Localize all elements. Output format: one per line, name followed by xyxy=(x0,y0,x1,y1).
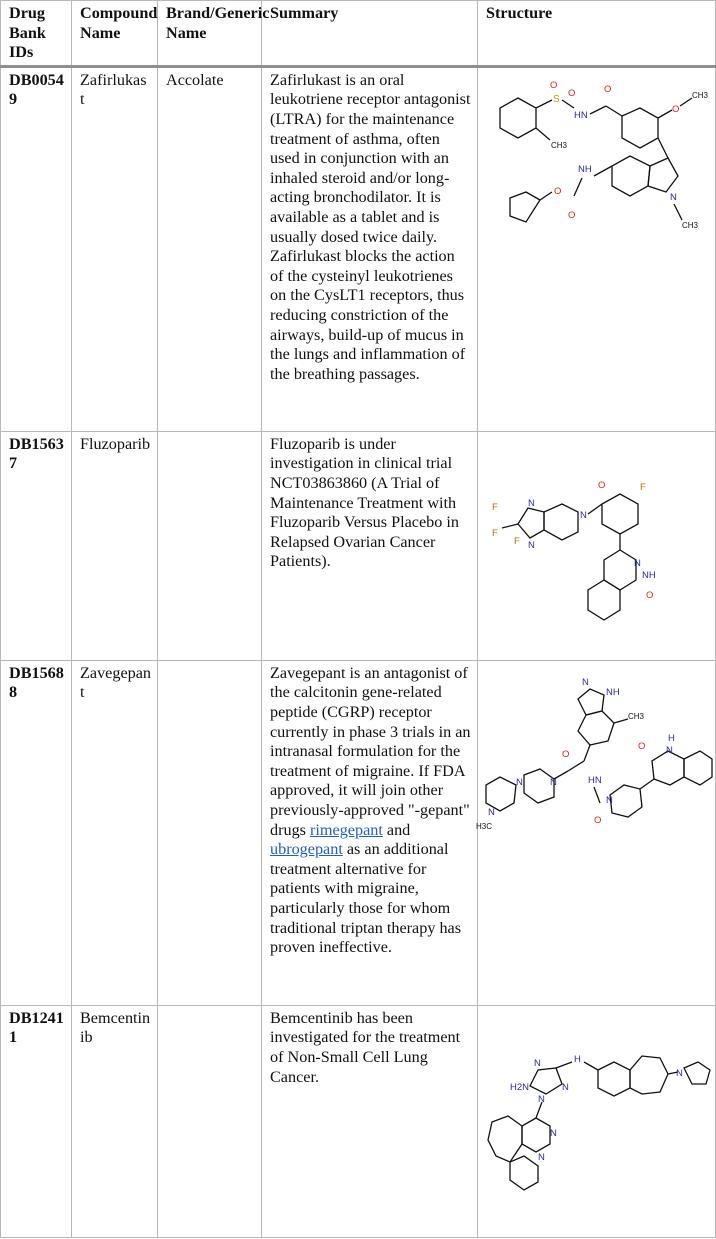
svg-text:O: O xyxy=(638,740,646,752)
compound-name: Zafirlukast xyxy=(72,66,158,431)
svg-text:N: N xyxy=(670,191,677,203)
summary-text: Zafirlukast is an oral leukotriene receptor antagonist (LTRA) for the maintenance treatment of asthma, often used in conjunction with an inhaled steroid and/or long-acting bronchodilator. It is available as a tablet and is usually dosed twice daily. Zafirlukast blocks the action of the cysteinyl leukotrienes on the CysLT1 receptors, thus reducing constriction of the airways, build-up of mucus in the lungs and inflammation of the breathing passages. xyxy=(262,66,478,431)
drugbank-id: DB00549 xyxy=(1,66,72,431)
header-row xyxy=(1,1,716,67)
structure-cell xyxy=(478,66,716,431)
bemcentinib-structure xyxy=(478,1006,714,1226)
structure-cell xyxy=(478,1005,716,1237)
svg-text:CH3: CH3 xyxy=(551,140,568,150)
svg-text:HN: HN xyxy=(574,109,588,121)
svg-text:O: O xyxy=(568,209,576,221)
svg-text:NH: NH xyxy=(606,686,620,698)
svg-text:NH: NH xyxy=(642,569,656,581)
svg-text:N: N xyxy=(606,794,613,806)
svg-text:N: N xyxy=(538,1093,545,1105)
summary-text: Zavegepant is an antagonist of the calcitonin gene-related peptide (CGRP) receptor currently in phase 3 trials in an intranasal formulation for the treatment of migraine. If FDA approved, it will join other previously-approved "-gepant" drugs rimegepant and ubrogepant as an additional treatment alternative for patients with migraine, particularly those for whom traditional triptan therapy has proven ineffective. xyxy=(262,660,478,1005)
header-structure: Structure xyxy=(478,1,716,67)
svg-text:H2N: H2N xyxy=(510,1081,530,1093)
svg-text:O: O xyxy=(672,103,680,115)
svg-text:N: N xyxy=(488,806,495,818)
summary-text: Bemcentinib has been investigated for the treatment of Non-Small Cell Lung Cancer. xyxy=(262,1005,478,1237)
rimegepant-link[interactable]: rimegepant xyxy=(310,820,383,839)
summary-text: Fluzoparib is under investigation in clinical trial NCT03863860 (A Trial of Maintenance Treatment with Fluzoparib Versus Placebo in Relapsed Ovarian Cancer Patients). xyxy=(262,431,478,660)
svg-text:O: O xyxy=(604,83,612,95)
brand-name xyxy=(158,1005,262,1237)
svg-text:CH3: CH3 xyxy=(682,220,699,230)
zavegepant-structure xyxy=(478,661,714,881)
svg-text:N: N xyxy=(538,1151,545,1163)
svg-text:F: F xyxy=(640,481,646,493)
svg-text:F: F xyxy=(492,501,498,513)
svg-text:CH3: CH3 xyxy=(628,711,645,721)
brand-name xyxy=(158,660,262,1005)
compound-name: Zavegepant xyxy=(72,660,158,1005)
svg-text:F: F xyxy=(514,535,520,547)
svg-text:O: O xyxy=(646,589,654,601)
svg-text:N: N xyxy=(562,1081,569,1093)
svg-text:F: F xyxy=(492,527,498,539)
brand-name xyxy=(158,431,262,660)
structure-cell xyxy=(478,660,716,1005)
svg-text:H: H xyxy=(668,732,675,744)
header-brand-name: Brand/Generic Name xyxy=(158,1,262,67)
zafirlukast-structure xyxy=(478,68,714,268)
drugbank-id: DB12411 xyxy=(1,1005,72,1237)
svg-text:N: N xyxy=(676,1067,683,1079)
structure-cell xyxy=(478,431,716,660)
table-row xyxy=(1,1005,716,1237)
svg-text:N: N xyxy=(550,776,557,788)
svg-text:O: O xyxy=(554,185,562,197)
header-summary: Summary xyxy=(262,1,478,67)
header-compound-name: Compound Name xyxy=(72,1,158,67)
svg-text:CH3: CH3 xyxy=(692,90,709,100)
svg-text:O: O xyxy=(550,79,558,91)
svg-text:O: O xyxy=(594,814,602,826)
svg-text:NH: NH xyxy=(578,163,592,175)
svg-text:N: N xyxy=(528,539,535,551)
svg-text:N: N xyxy=(634,557,641,569)
svg-text:N: N xyxy=(534,1057,541,1069)
brand-name: Accolate xyxy=(158,66,262,431)
ubrogepant-link[interactable]: ubrogepant xyxy=(270,840,343,859)
fluzoparib-structure xyxy=(478,432,714,632)
drugbank-id: DB15688 xyxy=(1,660,72,1005)
svg-text:H: H xyxy=(574,1053,581,1065)
svg-text:S: S xyxy=(553,93,560,105)
table-row xyxy=(1,66,716,431)
svg-text:N: N xyxy=(580,509,587,521)
svg-text:O: O xyxy=(568,87,576,99)
svg-text:H3C: H3C xyxy=(476,821,493,831)
svg-text:O: O xyxy=(562,748,570,760)
compound-name: Bemcentinib xyxy=(72,1005,158,1237)
svg-text:N: N xyxy=(550,1127,557,1139)
table-row xyxy=(1,431,716,660)
svg-text:O: O xyxy=(598,479,606,491)
svg-text:HN: HN xyxy=(588,774,602,786)
header-drugbank-id: Drug Bank IDs xyxy=(1,1,72,67)
svg-text:N: N xyxy=(516,776,523,788)
drugbank-id: DB15637 xyxy=(1,431,72,660)
compound-name: Fluzoparib xyxy=(72,431,158,660)
svg-text:N: N xyxy=(666,744,673,756)
svg-text:N: N xyxy=(528,497,535,509)
svg-text:N: N xyxy=(582,676,589,688)
table-row xyxy=(1,660,716,1005)
